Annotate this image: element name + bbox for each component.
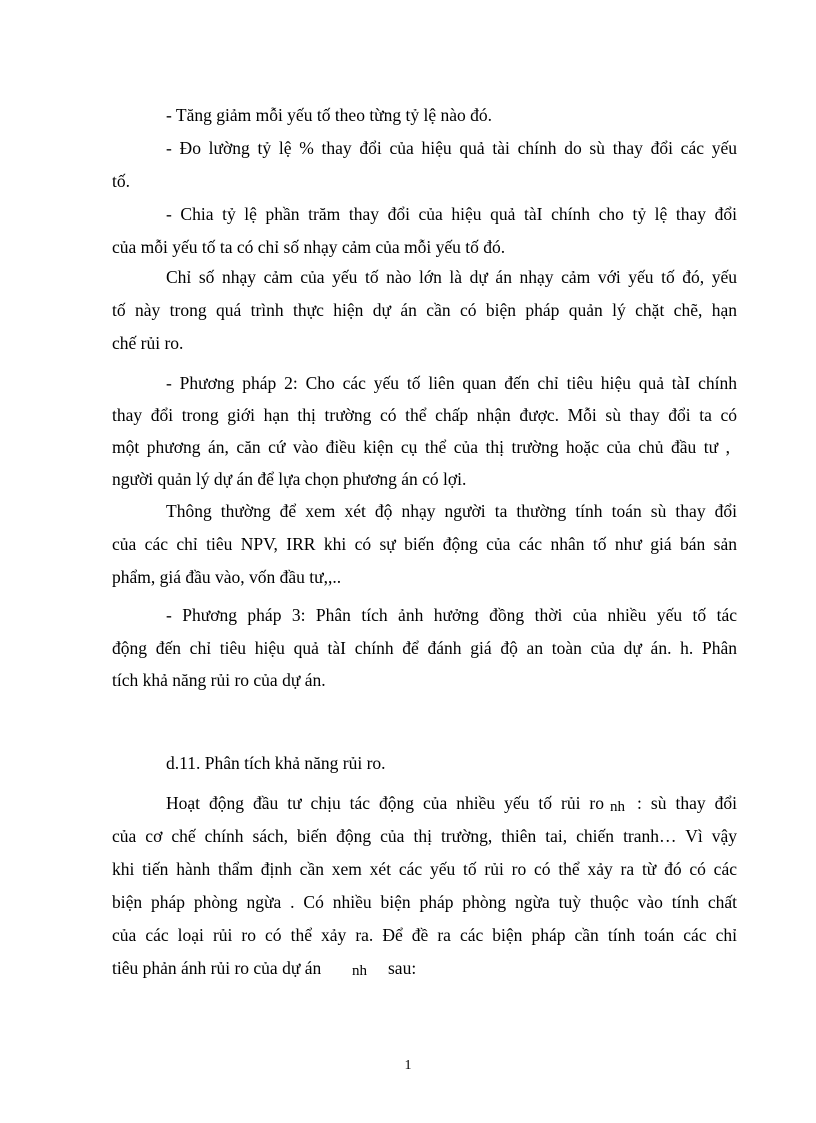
text-line: động đến chỉ tiêu hiệu quả tàI chính để đánh giá độ an toàn của dự án. h. Phân [112, 638, 737, 658]
subscript: nh [610, 799, 625, 815]
page-number: 1 [404, 1058, 412, 1073]
text-line: tố này trong quá trình thực hiện dự án cần có biện pháp quản lý chặt chẽ, hạn [112, 300, 737, 320]
text-line: : sù thay đổi [637, 793, 737, 813]
text-line: Chỉ số nhạy cảm của yếu tố nào lớn là dự án nhạy cảm với yếu tố đó, yếu [166, 267, 737, 287]
text-line: - Tăng giảm mỗi yếu tố theo từng tỷ lệ nào đó. [166, 105, 493, 125]
text-line: chế rủi ro. [112, 333, 184, 353]
text-line: - Đo lường tỷ lệ % thay đổi của hiệu quả tài chính do sù thay đổi các yếu [166, 138, 737, 158]
text-line: - Phương pháp 2: Cho các yếu tố liên quan đến chỉ tiêu hiệu quả tàI chính [166, 373, 737, 393]
text-line: tích khả năng rủi ro của dự án. [112, 670, 326, 690]
text-line: Thông thường để xem xét độ nhạy người ta thường tính toán sù thay đổi [166, 501, 737, 521]
text-line: tố. [112, 171, 130, 191]
text-line: của cơ chế chính sách, biến động của thị trường, thiên tai, chiến tranh… Vì vậy [112, 826, 737, 846]
text-line: của các loại rủi ro có thể xảy ra. Để đề ra các biện pháp cần tính toán các chỉ [112, 925, 737, 945]
text-line: một phương án, căn cứ vào điều kiện cụ thể của thị trường hoặc của chủ đầu tư , [112, 437, 730, 457]
text-line: phẩm, giá đầu vào, vốn đầu tư,,.. [112, 567, 342, 587]
text-line: - Phương pháp 3: Phân tích ảnh hưởng đồng thời của nhiều yếu tố tác [166, 605, 737, 625]
text-line: khi tiến hành thẩm định cần xem xét các yếu tố rủi ro có thể xảy ra từ đó có các [112, 859, 737, 879]
section-heading: d.11. Phân tích khả năng rủi ro. [166, 753, 386, 773]
subscript: nh [352, 963, 367, 979]
text-line: tiêu phản ánh rủi ro của dự án [112, 958, 322, 978]
text-line: người quản lý dự án để lựa chọn phương án có lợi. [112, 469, 467, 489]
text-line: sau: [388, 958, 417, 978]
text-line: Hoạt động đầu tư chịu tác động của nhiều yếu tố rủi ro [166, 793, 604, 813]
text-line: thay đổi trong giới hạn thị trường có thể chấp nhận được. Mỗi sù thay đổi ta có [112, 405, 737, 425]
text-line: của các chỉ tiêu NPV, IRR khi có sự biến động của các nhân tố như giá bán sản [112, 534, 737, 554]
text-line: - Chia tỷ lệ phần trăm thay đổi của hiệu quả tàI chính cho tỷ lệ thay đổi [166, 204, 737, 224]
text-line: của mỗi yếu tố ta có chỉ số nhạy cảm của mỗi yếu tố đó. [112, 237, 506, 257]
text-line: biện pháp phòng ngừa . Có nhiều biện pháp phòng ngừa tuỳ thuộc vào tính chất [112, 892, 737, 912]
